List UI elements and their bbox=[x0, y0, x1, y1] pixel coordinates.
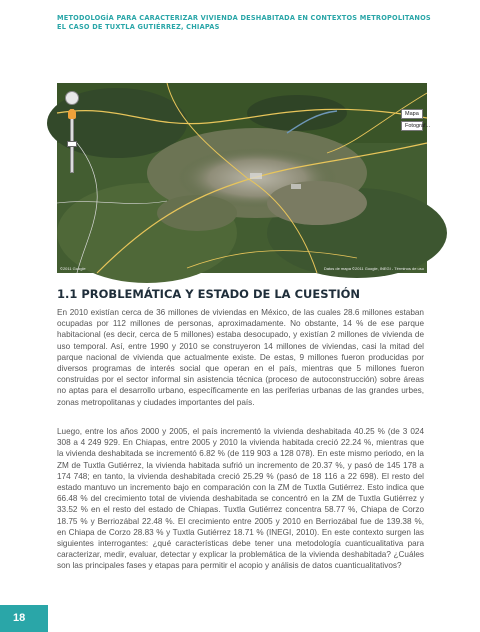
satellite-imagery bbox=[57, 83, 427, 273]
header-title-line1: METODOLOGÍA PARA CARACTERIZAR VIVIENDA DESHABITADA EN CONTEXTOS METROPOLITANOS bbox=[57, 14, 431, 22]
section-heading: 1.1 PROBLEMÁTICA Y ESTADO DE LA CUESTIÓN bbox=[57, 287, 361, 301]
map-type-button-mapa[interactable]: Mapa bbox=[401, 109, 423, 119]
map-copyright: ©2011 Google bbox=[60, 266, 86, 271]
zoom-slider-handle[interactable] bbox=[67, 141, 77, 147]
body-paragraph-1: En 2010 existían cerca de 36 millones de viviendas en México, de las cuales 28.6 millones estaban ocupadas por 112 millones de personas, aproximadamente. No obstante, 14 % de ese parque habitacional (es decir, cerca de 5 millones) estaba desocupado, y existían 2 millones de vivienda de uso temporal. Así, entre 1990 y 2010 se construyeron 14 millones de viviendas, casi la mitad del parque nacional de vivienda que actualmente existe. De estas, 9 millones fueron producidas por diversos programas de interés social que operan en el país, mientras que 5 millones fueron construidas por el sector informal sin asistencia técnica (proceso de autoconstrucción) sobre áreas no aptas para el desarrollo urbano, específicamente en las periferias urbanas de las grandes urbes, zonas metropolitanas y ciudades importantes del país. bbox=[57, 308, 424, 407]
zoom-control[interactable] bbox=[65, 91, 79, 177]
header-title-line2: EL CASO DE TUXTLA GUTIÉRREZ, CHIAPAS bbox=[57, 23, 220, 31]
pan-control[interactable] bbox=[65, 91, 79, 105]
page-number-tab bbox=[0, 605, 48, 632]
street-view-pegman-icon[interactable] bbox=[68, 109, 76, 119]
running-header bbox=[0, 0, 480, 44]
body-paragraph-2: Luego, entre los años 2000 y 2005, el país incrementó la vivienda deshabitada 40.25 % (de 3 024 308 a 4 249 929. En Chiapas, entre 2005 y 2010 la vivienda habitada creció 22.24 %, mientras que la vivienda deshabitada se incrementó 6.82 % (de 119 903 a 128 078). En este mismo periodo, en la ZM de Tuxtla Gutiérrez, la vivienda habitada sufrió un incremento de 20.37 %, y pasó de 145 178 a 174 748; en tanto, la vivienda deshabitada creció 25.29 % (pasó de 18 116 a 22 698). El resto del estado mantuvo un incremento bajo en comparación con la ZM de Tuxtla Gutiérrez. Esto indica que 66.48 % del crecimiento total de vivienda deshabitada se concentró en la ZM de Tuxtla Gutiérrez y 33.52 % en el resto del estado de Chiapas. Tuxtla Gutiérrez concentra 58.77 %, Chiapa de Corzo 18.75 % y Berriozábal 22.48 %. El crecimiento entre 2005 y 2010 en Berriozábal fue de 139.38 %, en Chiapa de Corzo 28.83 % y Tuxtla Gutiérrez 18.71 % (INEGI, 2010). En este contexto surgen las siguientes interrogantes: ¿qué características debe tener una metodología cuanticualitativa para caracterizar, medir, evaluar, detectar y explicar la problemática de la vivienda deshabitada? ¿Cuáles son las principales fases y etapas para permitir el acopio y análisis de datos cuanticualitativos? bbox=[57, 427, 424, 571]
map-type-button-satellite[interactable]: Fotograf... bbox=[401, 121, 423, 131]
satellite-map[interactable] bbox=[57, 83, 431, 273]
page-number: 18 bbox=[13, 612, 26, 624]
map-data-attribution[interactable]: Datos de mapa ©2011 Google, INEGI - Términos de uso bbox=[323, 266, 424, 271]
